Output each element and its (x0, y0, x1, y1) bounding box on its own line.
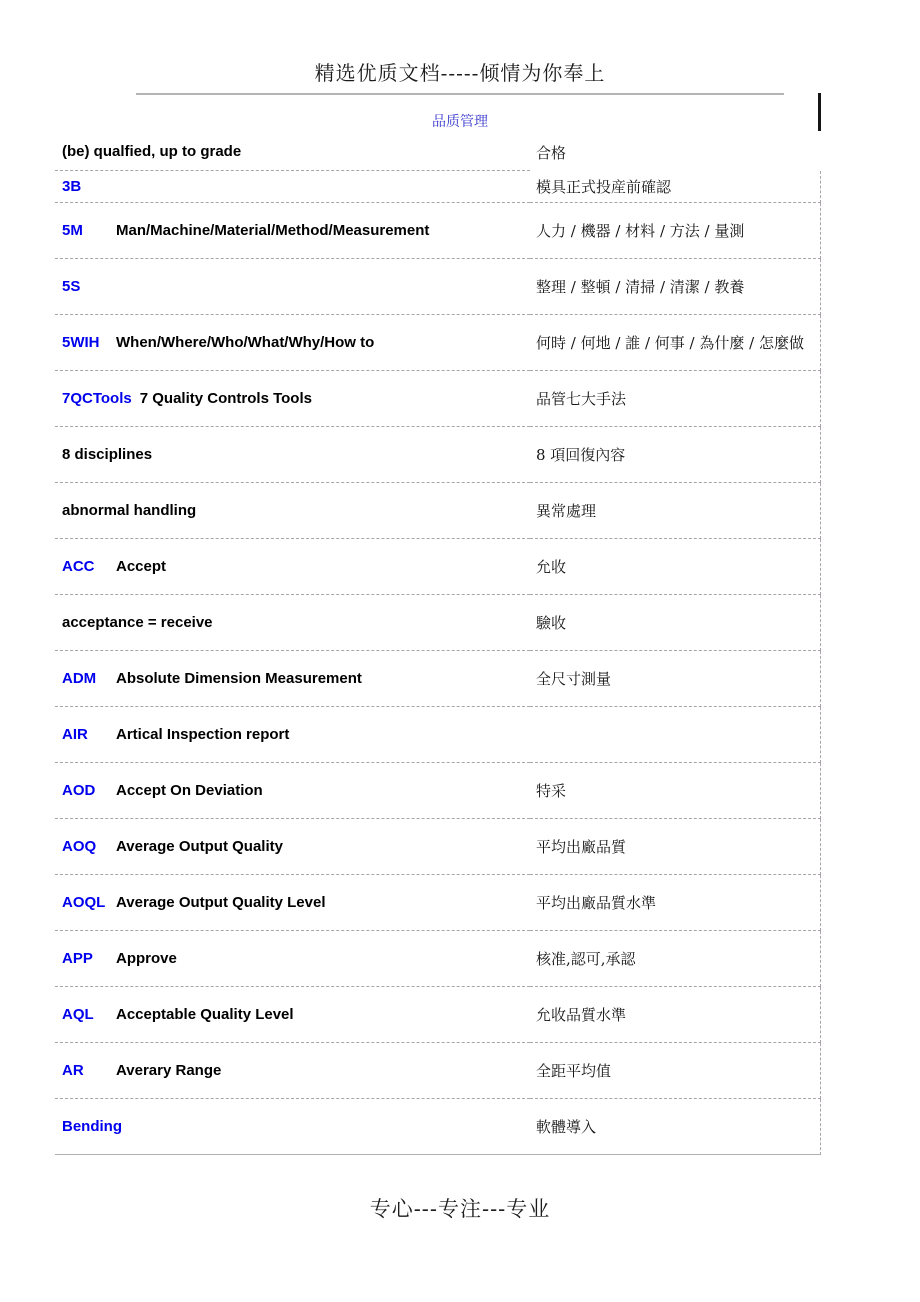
translation-cell (530, 1043, 821, 1099)
translation-text: 軟體導入 (536, 1118, 597, 1136)
glossary-row (55, 707, 821, 763)
translation-text: 平均出廠品質 (536, 838, 627, 856)
glossary-row (55, 931, 821, 987)
translation-cell (530, 595, 821, 651)
glossary-row (55, 651, 821, 707)
translation-cell (530, 259, 821, 315)
glossary-row (55, 595, 821, 651)
glossary-row (55, 171, 821, 203)
glossary-table (55, 133, 821, 1155)
glossary-row (55, 203, 821, 259)
term-description: Man/Machine/Material/Method/Measurement (116, 222, 430, 239)
glossary-row (55, 875, 821, 931)
term-cell (55, 315, 530, 371)
glossary-row (55, 427, 821, 483)
term-cell (55, 483, 530, 539)
glossary-row (55, 259, 821, 315)
term-description: Absolute Dimension Measurement (116, 670, 362, 687)
term-cell (55, 1099, 530, 1155)
term-abbreviation: AOD (62, 782, 96, 799)
term-text: acceptance = receive (62, 614, 213, 631)
term-abbreviation: Bending (62, 1118, 122, 1135)
text-cursor (818, 93, 821, 131)
term-abbreviation: 7QCTools (62, 390, 132, 407)
glossary-row (55, 1043, 821, 1099)
translation-cell (530, 707, 821, 763)
glossary-row (55, 539, 821, 595)
term-description: Average Output Quality Level (116, 894, 326, 911)
translation-text: 整理 / 整頓 / 清掃 / 清潔 / 教養 (536, 278, 745, 296)
term-cell (55, 371, 530, 427)
header-banner: 精选优质文档-----倾情为你奉上 (314, 61, 606, 85)
translation-text: 品管七大手法 (536, 390, 627, 408)
term-abbreviation: 5M (62, 222, 83, 239)
term-abbreviation: APP (62, 950, 93, 967)
translation-cell (530, 987, 821, 1043)
term-text: abnormal handling (62, 502, 197, 519)
term-text: (be) qualfied, up to grade (62, 143, 242, 160)
term-cell (55, 987, 530, 1043)
term-cell (55, 819, 530, 875)
page-footer: 专心---专注---专业 (369, 1197, 551, 1221)
term-description: Average Output Quality (116, 838, 283, 855)
term-cell (55, 651, 530, 707)
term-cell (55, 875, 530, 931)
header-divider (136, 93, 784, 95)
translation-text: 特采 (536, 782, 567, 800)
term-abbreviation: ADM (62, 670, 97, 687)
term-description: 7 Quality Controls Tools (139, 390, 312, 407)
term-abbreviation: AOQL (62, 894, 106, 911)
translation-text: 8 項回復內容 (536, 446, 626, 464)
translation-text: 允收品質水準 (536, 1006, 627, 1024)
translation-text: 全距平均值 (536, 1062, 612, 1080)
translation-text: 核准,認可,承認 (536, 950, 636, 968)
glossary-row (55, 315, 821, 371)
term-cell (55, 259, 530, 315)
term-description: Accept On Deviation (116, 782, 263, 799)
translation-cell (530, 171, 821, 203)
term-abbreviation: AIR (62, 726, 88, 743)
translation-text: 何時 / 何地 / 誰 / 何事 / 為什麼 / 怎麼做 (536, 334, 804, 352)
term-abbreviation: 3B (62, 178, 82, 195)
term-text: 8 disciplines (62, 446, 153, 463)
translation-text: 允收 (536, 558, 567, 576)
term-description: Acceptable Quality Level (116, 1006, 294, 1023)
translation-text: 人力 / 機器 / 材料 / 方法 / 量測 (536, 222, 745, 240)
term-cell (55, 931, 530, 987)
translation-text: 驗收 (536, 614, 567, 632)
term-cell (55, 203, 530, 259)
glossary-row (55, 483, 821, 539)
term-abbreviation: 5S (62, 278, 81, 295)
translation-text: 全尺寸測量 (536, 670, 612, 688)
translation-cell (530, 133, 821, 171)
term-cell (55, 595, 530, 651)
translation-text: 平均出廠品質水準 (536, 894, 657, 912)
term-cell (55, 133, 530, 171)
term-abbreviation: 5WIH (62, 334, 100, 351)
term-abbreviation: ACC (62, 558, 95, 575)
term-description: When/Where/Who/What/Why/How to (116, 334, 375, 351)
translation-cell (530, 875, 821, 931)
glossary-row (55, 819, 821, 875)
translation-text: 模具正式投産前確認 (536, 178, 672, 196)
translation-cell (530, 539, 821, 595)
term-description: Approve (116, 950, 177, 967)
term-abbreviation: AOQ (62, 838, 97, 855)
term-cell (55, 427, 530, 483)
term-cell (55, 763, 530, 819)
term-cell (55, 1043, 530, 1099)
term-description: Averary Range (116, 1062, 222, 1079)
glossary-row (55, 763, 821, 819)
glossary-row (55, 1099, 821, 1155)
translation-text: 異常處理 (536, 502, 597, 520)
translation-cell (530, 763, 821, 819)
term-description: Accept (116, 558, 167, 575)
translation-cell (530, 315, 821, 371)
translation-cell (530, 483, 821, 539)
term-cell (55, 539, 530, 595)
glossary-row (55, 371, 821, 427)
translation-cell (530, 1099, 821, 1155)
translation-cell (530, 203, 821, 259)
translation-cell (530, 371, 821, 427)
page-title: 品质管理 (432, 114, 488, 130)
term-abbreviation: AR (62, 1062, 84, 1079)
translation-cell (530, 651, 821, 707)
translation-cell (530, 931, 821, 987)
term-cell (55, 171, 530, 203)
translation-text: 合格 (536, 143, 567, 162)
translation-cell (530, 427, 821, 483)
translation-cell (530, 819, 821, 875)
glossary-row (55, 987, 821, 1043)
glossary-row (55, 133, 821, 171)
term-description: Artical Inspection report (116, 726, 290, 743)
term-cell (55, 707, 530, 763)
term-abbreviation: AQL (62, 1006, 94, 1023)
